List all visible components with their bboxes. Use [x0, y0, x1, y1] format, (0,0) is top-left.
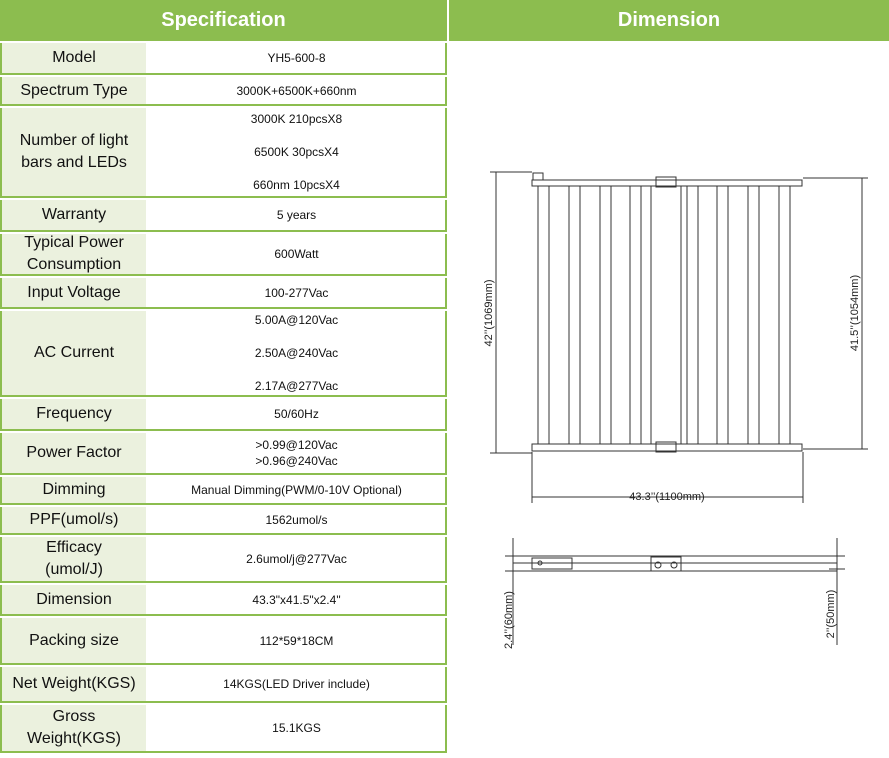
- spec-value: [148, 585, 447, 614]
- width-label: 43.3’’(1100mm): [629, 491, 705, 503]
- spec-label: Spectrum Type: [0, 77, 146, 104]
- spec-value: [148, 477, 447, 503]
- spec-label: Input Voltage: [0, 278, 146, 307]
- spec-label: Typical Power Consumption: [0, 234, 146, 274]
- height-right-label: 41.5’’(1054mm): [849, 274, 861, 352]
- spec-value-line: 15.1KGS: [272, 721, 321, 735]
- spec-row: [0, 200, 447, 232]
- spec-label: Packing size: [0, 618, 146, 663]
- spec-row: [0, 311, 447, 397]
- spec-label: PPF(umol/s): [0, 507, 146, 533]
- specification-header: Specification: [0, 0, 447, 41]
- spec-value-line: 2.6umol/j@277Vac: [246, 552, 347, 566]
- spec-row: [0, 507, 447, 535]
- spec-value-line: 1562umol/s: [265, 513, 328, 527]
- light-bar: [569, 186, 580, 444]
- spec-value-line: 5 years: [276, 208, 317, 222]
- spec-row: [0, 433, 447, 475]
- bottom-rail: [532, 444, 802, 451]
- spec-value: [148, 200, 447, 230]
- spec-row: [0, 537, 447, 583]
- side-right-label: 2’’(50mm): [825, 589, 837, 639]
- light-bar: [538, 186, 549, 444]
- spec-row: [0, 234, 447, 276]
- spec-value: [148, 507, 447, 533]
- spec-value: [148, 234, 447, 274]
- spec-label: Power Factor: [0, 433, 146, 473]
- spec-label: Number of light bars and LEDs: [0, 108, 146, 196]
- spec-value-line: 6500K 30pcsX4: [254, 144, 339, 159]
- spec-value: [148, 433, 447, 473]
- spec-row: [0, 585, 447, 616]
- spec-label: Gross Weight(KGS): [0, 705, 146, 751]
- spec-label: Warranty: [0, 200, 146, 230]
- spec-value-line: 14KGS(LED Driver include): [223, 677, 370, 691]
- dimension-header: Dimension: [449, 0, 889, 41]
- light-bar: [687, 186, 698, 444]
- spec-label: Dimming: [0, 477, 146, 503]
- spec-row: [0, 477, 447, 505]
- light-bar: [717, 186, 728, 444]
- light-bars: [538, 186, 790, 444]
- spec-label: Efficacy (umol/J): [0, 537, 146, 581]
- spec-row: [0, 278, 447, 309]
- spec-label: Frequency: [0, 399, 146, 429]
- spec-value-line: 3000K 210pcsX8: [250, 111, 343, 126]
- spec-value-line: 112*59*18CM: [259, 633, 334, 648]
- spec-value-line: 43.3"x41.5"x2.4": [252, 592, 341, 607]
- dimension-drawing: [449, 41, 889, 753]
- spec-value: [148, 77, 447, 104]
- spec-value-line: 3000K+6500K+660nm: [236, 83, 357, 98]
- spec-label: Dimension: [0, 585, 146, 614]
- spec-value: [148, 705, 447, 751]
- spec-value: [148, 537, 447, 581]
- spec-row: [0, 43, 447, 75]
- light-bar: [630, 186, 641, 444]
- light-bar: [779, 186, 790, 444]
- side-left-label: 2.4’’(60mm): [503, 591, 515, 649]
- spec-row: [0, 667, 447, 703]
- spec-value: [148, 43, 447, 73]
- spec-value: [148, 399, 447, 429]
- spec-value-line: 660nm 10pcsX4: [253, 177, 340, 192]
- spec-value-line: 50/60Hz: [274, 407, 319, 421]
- spec-value-line: 600Watt: [274, 247, 319, 261]
- spec-value: [148, 108, 447, 196]
- height-left-label: 42’’(1069mm): [483, 279, 495, 347]
- light-bar: [748, 186, 759, 444]
- spec-label: Net Weight(KGS): [0, 667, 146, 701]
- spec-value-line: 100-277Vac: [264, 285, 329, 300]
- spec-row: [0, 108, 447, 198]
- spec-value-line: 2.50A@240Vac: [254, 345, 339, 360]
- dimension-diagram: [449, 41, 889, 753]
- top-rail: [532, 180, 802, 186]
- spec-value-line: >0.96@240Vac: [255, 454, 338, 468]
- spec-value-line: 2.17A@277Vac: [254, 378, 339, 393]
- spec-value-line: YH5-600-8: [267, 51, 326, 65]
- spec-value: [148, 618, 447, 663]
- spec-row: [0, 705, 447, 753]
- spec-value-line: >0.99@120Vac: [255, 438, 338, 452]
- spec-row: [0, 618, 447, 665]
- spec-label: Model: [0, 43, 146, 73]
- spec-value-line: Manual Dimming(PWM/0-10V Optional): [191, 483, 402, 497]
- spec-value-line: 5.00A@120Vac: [254, 312, 339, 327]
- spec-row: [0, 77, 447, 106]
- spec-value: [148, 667, 447, 701]
- spec-row: [0, 399, 447, 431]
- spec-value: [148, 311, 447, 395]
- light-bar: [600, 186, 611, 444]
- spec-label: AC Current: [0, 311, 146, 395]
